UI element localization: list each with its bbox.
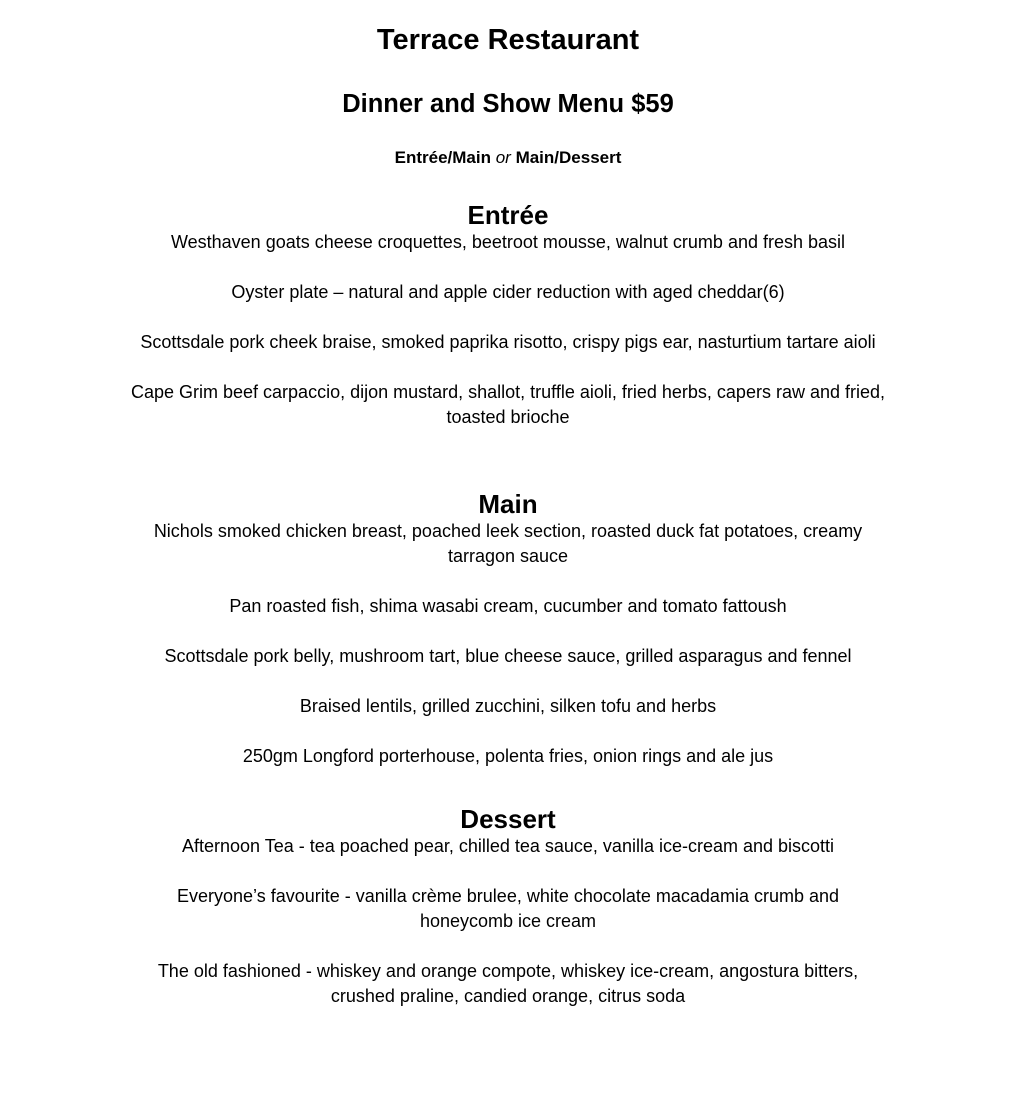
section-heading-dessert: Dessert	[460, 804, 556, 834]
dish-item: Westhaven goats cheese croquettes, beetroot mousse, walnut crumb and fresh basil	[170, 232, 846, 252]
option-main-dessert: Main/Dessert	[515, 148, 622, 167]
section-heading-entree: Entrée	[467, 200, 549, 230]
dish-item: 250gm Longford porterhouse, polenta fries, onion rings and ale jus	[242, 746, 774, 766]
dish-item: Nichols smoked chicken breast, poached leek section, roasted duck fat potatoes, creamy tarragon sauce	[153, 521, 863, 566]
dish-item: Pan roasted fish, shima wasabi cream, cucumber and tomato fattoush	[229, 596, 787, 616]
dish-item: Scottsdale pork cheek braise, smoked paprika risotto, crispy pigs ear, nasturtium tartare aioli	[140, 332, 876, 352]
menu-options	[0, 146, 1016, 170]
dish-item: Afternoon Tea - tea poached pear, chilled tea sauce, vanilla ice-cream and biscotti	[181, 836, 835, 856]
dish-item: Everyone’s favourite - vanilla crème brulee, white chocolate macadamia crumb and honeycomb ice cream	[177, 886, 839, 931]
section-main	[0, 489, 1016, 794]
dish-item: Cape Grim beef carpaccio, dijon mustard, shallot, truffle aioli, fried herbs, capers raw and fried, toasted brioche	[130, 382, 886, 427]
dish-item: The old fashioned - whiskey and orange compote, whiskey ice-cream, angostura bitters, crushed praline, candied orange, citrus soda	[157, 961, 859, 1006]
dish-item: Braised lentils, grilled zucchini, silken tofu and herbs	[299, 696, 717, 716]
dish-list-dessert	[0, 834, 1016, 1009]
dish-item: Oyster plate – natural and apple cider reduction with aged cheddar(6)	[231, 282, 785, 302]
option-connector: or	[495, 148, 511, 167]
section-entree	[0, 200, 1016, 455]
dish-item: Scottsdale pork belly, mushroom tart, blue cheese sauce, grilled asparagus and fennel	[164, 646, 852, 666]
dish-list-main	[0, 519, 1016, 769]
section-heading-main: Main	[478, 489, 538, 519]
menu-title: Dinner and Show Menu $59	[342, 90, 674, 118]
section-dessert	[0, 804, 1016, 1034]
dish-list-entree	[0, 230, 1016, 430]
option-entree-main: Entrée/Main	[394, 148, 491, 167]
restaurant-title: Terrace Restaurant	[376, 24, 640, 56]
